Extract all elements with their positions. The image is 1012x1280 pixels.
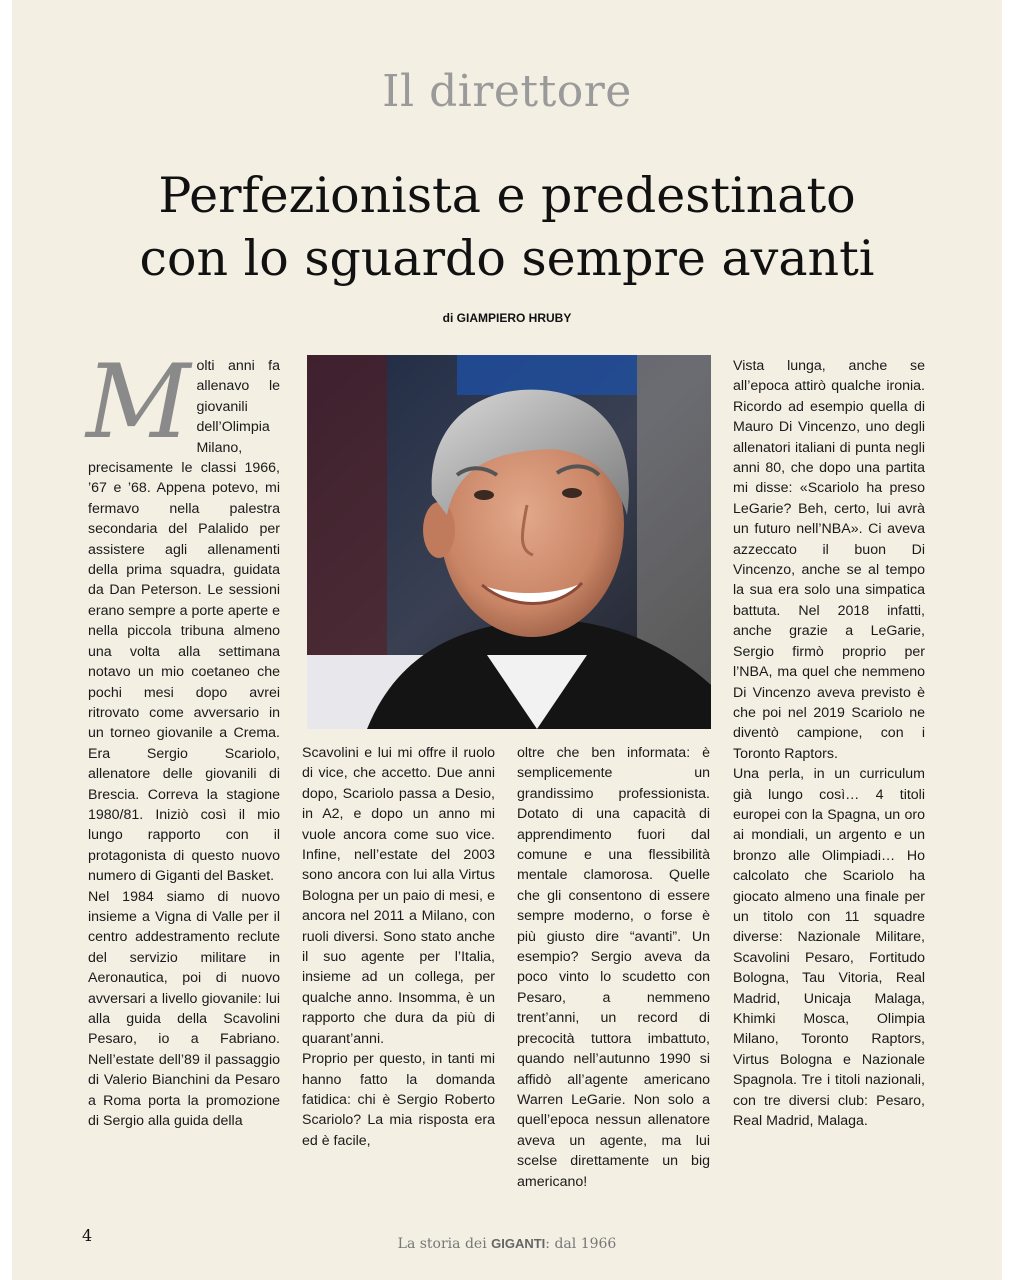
paragraph: Una perla, in un curriculum già lungo così… 4 titoli europei con la Spagna, un oro ai mondiali, un argento e un bronzo alle Olimpiadi… Ho calcolato che Scariolo ha giocato almeno una finale per un titolo con 11 squadre diverse: Nazionale Militare, Scavolini Pesaro, Fortitudo Bologna, Tau Vitoria, Real Madrid, Unicaja Malaga, Khimki Mosca, Olimpia Milano, Toronto Raptors, Virtus Bologna e Nazionale Spagnola. Tre i titoli nazionali, con tre diversi club: Pesaro, Real Madrid, Malaga. [733, 766, 925, 1130]
paragraph: Scavolini e lui mi offre il ruolo di vice, che accetto. Due anni dopo, Scariolo passa a Desio, in A2, e dopo un anno mi vuole ancora come suo vice. Infine, nell’estate del 2003 sono ancora con lui alla Virtus Bologna per un paio di mesi, e ancora nel 2011 a Milano, con ruoli diversi. Sono stato anche il suo agente per l’Italia, insieme ad un collega, per qualche anno. Insomma, è un rapporto che dura da più di quarant’anni. [302, 745, 495, 1047]
page-number: 4 [82, 1226, 93, 1245]
article-column-4 [733, 356, 925, 1131]
portrait-illustration [307, 355, 711, 729]
article-column-2 [302, 743, 495, 1151]
paragraph: Proprio per questo, in tanti mi hanno fatto la domanda fatidica: chi è Sergio Roberto Scariolo? La mia risposta era ed è facile, [302, 1051, 495, 1149]
paragraph: oltre che ben informata: è semplicemente un grandissimo professionista. Dotato di una capacità di apprendimento fuori dal comune e una flessibilità mentale clamorosa. Quelle che gli consentono di essere sempre moderno, o forse è più giusto dire “avanti”. Un esempio? Sergio aveva da poco vinto lo scudetto con Pesaro, a nemmeno trent’anni, un record di precocità tuttora imbattuto, quando nell’autunno 1990 si affidò all’agente americano Warren LeGarie. Non solo a quell’epoca nessun allenatore aveva un agente, ma lui scelse direttamente un big americano! [517, 745, 710, 1190]
portrait-photo [307, 355, 711, 729]
headline-line-1: Perfezionista e predestinato [158, 167, 856, 224]
footer-suffix: : dal 1966 [545, 1236, 617, 1252]
magazine-page [12, 0, 1002, 1280]
drop-cap: M [86, 343, 191, 462]
byline: di GIAMPIERO HRUBY [442, 311, 572, 325]
article-column-1 [86, 343, 280, 1131]
paragraph: olti anni fa allenavo le giovanili dell’Olimpia Milano, precisamente le classi 1966, ’67 e ’68. Appena potevo, mi fermavo nella palestra secondaria del Palalido per assistere agli allenamenti della prima squadra, guidata da Dan Peterson. Le sessioni erano sempre a porte aperte e nella piccola tribuna almeno una volta alla settimana notavo un mio coetaneo che pochi mesi dopo avrei ritrovato come avversario in un torneo giovanile a Crema. Era Sergio Scariolo, allenatore delle giovanili di Brescia. Correva la stagione 1980/81. Iniziò così il mio lungo rapporto con il protagonista di questo nuovo numero di Giganti del Basket. [88, 358, 280, 885]
headline-line-2: con lo sguardo sempre avanti [139, 230, 875, 287]
section-title: Il direttore [382, 66, 632, 117]
footer-brand: GIGANTI [491, 1236, 546, 1251]
footer [12, 1236, 1002, 1252]
paragraph: Vista lunga, anche se all’epoca attirò qualche ironia. Ricordo ad esempio quella di Mauro Di Vincenzo, uno degli allenatori italiani di punta negli anni 80, che dopo una partita mi disse: «Scariolo ha preso LeGarie? Beh, certo, lui avrà un futuro nell’NBA». Ci aveva azzeccato il buon Di Vincenzo, anche se al tempo la sua era solo una simpatica battuta. Nel 2018 infatti, anche grazie a LeGarie, Sergio firmò proprio per l’NBA, ma quel che nemmeno Di Vincenzo aveva previsto è che poi nel 2019 Scariolo ne diventò campione, con i Toronto Raptors. [733, 358, 925, 762]
article-column-3 [517, 743, 710, 1192]
headline [12, 164, 1002, 290]
paragraph: Nel 1984 siamo di nuovo insieme a Vigna di Valle per il centro addestramento reclute del servizio militare in Aeronautica, poi di nuovo avversari a livello giovanile: lui alla guida della Scavolini Pesaro, io a Fabriano. Nell’estate dell’89 il passaggio di Valerio Bianchini da Pesaro a Roma porta la promozione di Sergio alla guida della [88, 888, 280, 1130]
footer-prefix: La storia dei [397, 1236, 487, 1252]
